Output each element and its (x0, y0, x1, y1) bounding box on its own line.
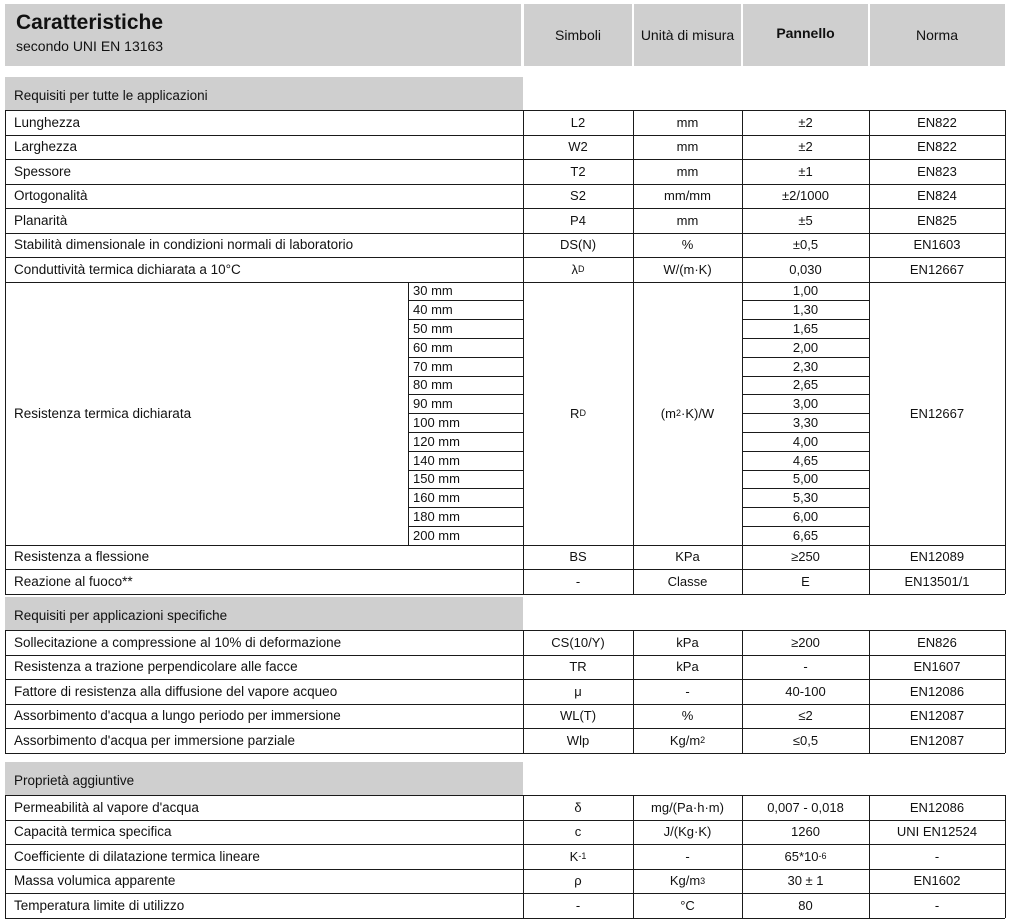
general-row-6-symbol: λ D (571, 261, 585, 277)
thickness-cell: 200 mm (413, 527, 460, 543)
general-row2-0-symbol: BS (569, 549, 587, 565)
column-header-unit: Unità di misura (640, 27, 735, 43)
thickness-cell: 180 mm (413, 508, 460, 524)
general-row-6-unit: W/(m·K) (663, 261, 712, 277)
general-row2-1-unit: Classe (667, 573, 708, 589)
column-divider (869, 110, 870, 594)
additional-row-3-value: 30 ± 1 (787, 873, 824, 889)
row-divider (5, 918, 1005, 919)
specific-row-2-norm: EN12086 (909, 683, 965, 699)
thickness-cell: 30 mm (413, 283, 453, 299)
general-row-3-symbol: S2 (570, 188, 586, 204)
thickness-cell: 80 mm (413, 377, 453, 393)
additional-row-1-symbol: c (574, 824, 582, 840)
additional-row-4-unit: °C (680, 897, 695, 913)
thickness-cell: 60 mm (413, 339, 453, 355)
resistance-value: 4,00 (792, 433, 819, 449)
general-row2-1-norm: EN13501/1 (904, 573, 970, 589)
thickness-cell: 70 mm (413, 358, 453, 374)
additional-row-3-symbol: ρ (574, 873, 582, 889)
general-row-3-norm: EN824 (917, 188, 957, 204)
resistance-value: 6,65 (792, 527, 819, 543)
specific-row-3-unit: % (681, 708, 694, 724)
general-row-2-label: Spessore (14, 163, 72, 179)
additional-row-2-symbol: K -1 (569, 848, 587, 864)
row-divider (742, 488, 869, 489)
thickness-cell: 120 mm (413, 433, 460, 449)
general-row2-0-norm: EN12089 (909, 549, 965, 565)
resistance-value: 1,65 (792, 320, 819, 336)
general-row-5-symbol: DS(N) (559, 237, 597, 253)
thickness-cell: 90 mm (413, 396, 453, 412)
row-divider (408, 357, 523, 358)
row-divider (408, 300, 523, 301)
general-row-6-norm: EN12667 (909, 261, 965, 277)
additional-row-2-unit: - (685, 848, 690, 864)
general-row-0-unit: mm (676, 114, 699, 130)
specific-row-3-label: Assorbimento d'acqua a lungo periodo per immersione (14, 708, 341, 724)
row-divider (408, 432, 523, 433)
row-divider (742, 526, 869, 527)
resistance-label: Resistenza termica dichiarata (14, 405, 192, 421)
general-row-5-value: ±0,5 (792, 237, 819, 253)
specific-row-3-value: ≤2 (798, 708, 813, 724)
general-row-4-norm: EN825 (917, 212, 957, 228)
resistance-value: 5,00 (792, 471, 819, 487)
resistance-norm: EN12667 (909, 405, 965, 421)
general-row-6-symbol-text: λ (571, 261, 578, 277)
resistance-value: 5,30 (792, 490, 819, 506)
row-divider (408, 376, 523, 377)
column-divider (1005, 630, 1006, 753)
general-row-5-norm: EN1603 (913, 237, 961, 253)
table-subtitle: secondo UNI EN 13163 (16, 38, 164, 54)
row-divider (742, 357, 869, 358)
column-header-norm: Norma (915, 27, 958, 43)
specific-row-1-symbol: TR (569, 659, 587, 675)
general-row-0-symbol: L2 (570, 114, 586, 130)
row-divider (408, 394, 523, 395)
additional-row-3-norm: EN1602 (913, 873, 961, 889)
additional-row-1-norm: UNI EN12524 (896, 824, 978, 840)
row-divider (408, 526, 523, 527)
general-row-6-value: 0,030 (789, 261, 822, 277)
general-row-3-unit: mm/mm (664, 188, 711, 204)
row-divider (742, 470, 869, 471)
additional-row-4-norm: - (934, 897, 940, 913)
general-row-4-value: ±5 (798, 212, 813, 228)
general-row2-0-unit: KPa (675, 549, 700, 565)
section-header-additional: Proprietà aggiuntive (14, 773, 135, 788)
column-divider (869, 630, 870, 753)
additional-row-4-label: Temperatura limite di utilizzo (14, 897, 185, 913)
general-row-1-symbol: W2 (568, 139, 588, 155)
general-row-3-value: ±2/1000 (782, 188, 829, 204)
general-row-1-label: Larghezza (14, 139, 78, 155)
general-row2-1-symbol: - (575, 573, 581, 589)
column-divider (523, 110, 524, 594)
specific-row-0-label: Sollecitazione a compressione al 10% di deformazione (14, 634, 342, 650)
column-divider (633, 795, 634, 918)
general-row-5-label: Stabilità dimensionale in condizioni normali di laboratorio (14, 237, 354, 253)
general-row2-1-label: Reazione al fuoco** (14, 573, 133, 589)
additional-row-1-value: 1260 (791, 824, 820, 840)
column-divider (869, 795, 870, 918)
column-divider (523, 630, 524, 753)
general-row-4-label: Planarità (14, 212, 68, 228)
row-divider (742, 507, 869, 508)
additional-row-2-value: 65*10 -6 (784, 848, 827, 864)
resistance-unit-part: (m (660, 405, 676, 421)
general-row-2-symbol: T2 (570, 163, 586, 179)
additional-row-2-norm: - (934, 848, 940, 864)
additional-row-3-label: Massa volumica apparente (14, 873, 176, 889)
specific-row-2-unit: - (685, 683, 690, 699)
additional-row-0-norm: EN12086 (909, 799, 965, 815)
row-divider (742, 338, 869, 339)
specific-row-4-norm: EN12087 (909, 732, 965, 748)
column-divider (633, 630, 634, 753)
additional-row-0-label: Permeabilità al vapore d'acqua (14, 799, 199, 815)
specific-row-2-value: 40-100 (785, 683, 826, 699)
resistance-value: 4,65 (792, 452, 819, 468)
general-row-4-symbol: P4 (570, 212, 586, 228)
additional-row-2-value-text: 65*10 (784, 848, 819, 864)
row-divider (742, 413, 869, 414)
row-divider (408, 488, 523, 489)
row-divider (408, 507, 523, 508)
additional-row-1-label: Capacità termica specifica (14, 824, 172, 840)
general-row-1-unit: mm (676, 139, 699, 155)
additional-row-0-unit: mg/(Pa·h·m) (651, 799, 724, 815)
resistance-value: 3,30 (792, 414, 819, 430)
specific-row-4-symbol: Wlp (566, 732, 590, 748)
specific-row-4-label: Assorbimento d'acqua per immersione parziale (14, 732, 295, 748)
specific-row-1-value: - (803, 659, 808, 675)
thickness-cell: 40 mm (413, 302, 453, 318)
general-row-2-unit: mm (676, 163, 699, 179)
resistance-value: 2,30 (792, 358, 819, 374)
column-divider (742, 630, 743, 753)
specific-row-3-symbol: WL(T) (559, 708, 597, 724)
table-title: Caratteristiche (16, 11, 164, 34)
resistance-symbol: R D (570, 405, 586, 421)
row-divider (742, 432, 869, 433)
thickness-cell: 160 mm (413, 490, 460, 506)
row-divider (742, 394, 869, 395)
row-divider (742, 319, 869, 320)
general-row2-1-value: E (801, 573, 810, 589)
row-divider (5, 753, 1005, 754)
additional-row-0-symbol: δ (574, 799, 582, 815)
additional-row-3-unit-text: Kg/m (669, 873, 701, 889)
general-row2-0-label: Resistenza a flessione (14, 549, 150, 565)
resistance-unit: (m 2 ·K)/W (660, 405, 715, 421)
specific-row-0-symbol: CS(10/Y) (551, 634, 605, 650)
row-divider (408, 470, 523, 471)
general-row-5-unit: % (681, 237, 694, 253)
resistance-symbol-text: R (570, 405, 580, 421)
specific-row-1-unit: kPa (676, 659, 699, 675)
resistance-value: 3,00 (792, 396, 819, 412)
thickness-cell: 150 mm (413, 471, 460, 487)
general-row-3-label: Ortogonalità (14, 188, 88, 204)
general-row-0-norm: EN822 (917, 114, 957, 130)
general-row-0-value: ±2 (798, 114, 813, 130)
resistance-value: 2,65 (792, 377, 819, 393)
resistance-unit-part: ·K)/W (680, 405, 715, 421)
specific-row-0-norm: EN826 (917, 634, 957, 650)
additional-row-1-unit: J/(Kg·K) (663, 824, 712, 840)
specific-row-0-unit: kPa (676, 634, 699, 650)
additional-row-3-unit: Kg/m 3 (669, 873, 706, 889)
row-divider (5, 594, 1005, 595)
resistance-value: 1,30 (792, 302, 819, 318)
column-divider (5, 795, 6, 918)
additional-row-2-symbol-text: K (569, 848, 579, 864)
column-divider (1005, 795, 1006, 918)
general-row2-0-value: ≥250 (791, 549, 820, 565)
specific-row-0-value: ≥200 (791, 634, 820, 650)
specific-row-2-symbol: μ (574, 683, 582, 699)
additional-row-4-symbol: - (575, 897, 581, 913)
row-divider (742, 376, 869, 377)
specific-row-4-unit-text: Kg/m (669, 732, 701, 748)
column-divider (408, 282, 409, 545)
specific-row-1-label: Resistenza a trazione perpendicolare alle facce (14, 659, 298, 675)
thickness-cell: 50 mm (413, 320, 453, 336)
thickness-cell: 140 mm (413, 452, 460, 468)
column-divider (742, 795, 743, 918)
specific-row-3-norm: EN12087 (909, 708, 965, 724)
specific-row-2-label: Fattore di resistenza alla diffusione del vapore acqueo (14, 683, 338, 699)
row-divider (742, 300, 869, 301)
column-divider (5, 630, 6, 753)
additional-row-2-label: Coefficiente di dilatazione termica lineare (14, 848, 260, 864)
resistance-value: 1,00 (792, 283, 819, 299)
additional-row-0-value: 0,007 - 0,018 (767, 799, 844, 815)
general-row-0-label: Lunghezza (14, 114, 81, 130)
specific-row-4-value: ≤0,5 (792, 732, 819, 748)
resistance-value: 2,00 (792, 339, 819, 355)
column-divider (633, 110, 634, 594)
column-header-symbols: Simboli (555, 27, 601, 43)
column-divider (1005, 110, 1006, 594)
section-header-general: Requisiti per tutte le applicazioni (14, 88, 208, 103)
column-divider (523, 795, 524, 918)
specific-row-4-unit: Kg/m 2 (669, 732, 706, 748)
column-divider (5, 110, 6, 594)
general-row-1-value: ±2 (798, 139, 813, 155)
column-divider (742, 110, 743, 594)
general-row-6-label: Conduttività termica dichiarata a 10°C (14, 261, 241, 277)
general-row-4-unit: mm (676, 212, 699, 228)
row-divider (408, 338, 523, 339)
thickness-cell: 100 mm (413, 414, 460, 430)
row-divider (742, 451, 869, 452)
general-row-2-norm: EN823 (917, 163, 957, 179)
general-row-1-norm: EN822 (917, 139, 957, 155)
row-divider (408, 451, 523, 452)
row-divider (408, 413, 523, 414)
section-header-specific: Requisiti per applicazioni specifiche (14, 608, 228, 623)
resistance-value: 6,00 (792, 508, 819, 524)
row-divider (408, 319, 523, 320)
general-row-2-value: ±1 (798, 163, 813, 179)
additional-row-4-value: 80 (798, 897, 813, 913)
specific-row-1-norm: EN1607 (913, 659, 961, 675)
column-header-panel: Pannello (776, 25, 835, 41)
